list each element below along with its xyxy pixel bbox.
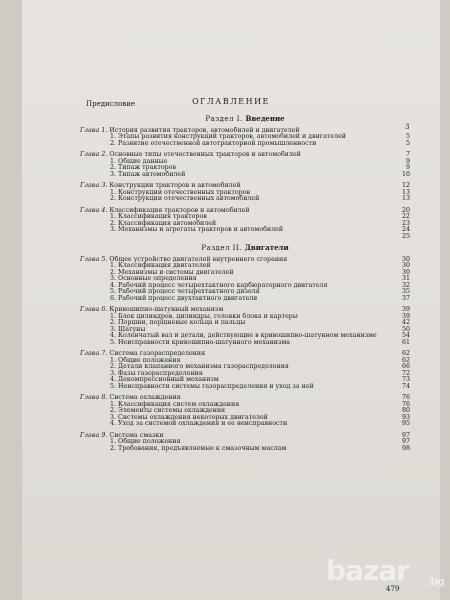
item-number: 1.: [110, 157, 117, 165]
item-page: 31: [401, 275, 410, 282]
item-page: 25: [401, 232, 410, 240]
item-number: 5.: [110, 288, 117, 295]
item-number: 3.: [110, 325, 117, 333]
item-page: 42: [401, 319, 410, 326]
item-title: Детали клапанного механизма газораспределения: [118, 363, 289, 370]
item-title: Развитие отечественной автотракторной промышленности: [118, 139, 317, 147]
item-number: 5.: [110, 382, 117, 390]
item-page: 54: [401, 332, 410, 339]
chapter-title: Система смазки: [109, 431, 164, 439]
item-title: Поршни, поршневые кольца и пальцы: [118, 319, 246, 326]
item-page: 50: [401, 325, 410, 333]
item-number: 2.: [110, 268, 117, 276]
watermark-text: bazar: [326, 554, 409, 587]
chapter-label: Глава 1.: [80, 126, 108, 134]
chapter-title: Система охлаждения: [109, 394, 181, 401]
chapter-page: 39: [401, 306, 410, 313]
toc-item: [80, 234, 410, 241]
item-number: 2.: [110, 219, 117, 227]
item-page: 95: [401, 420, 410, 427]
item-page: 74: [401, 382, 410, 390]
item-page: 5: [405, 139, 410, 147]
item-page: 37: [401, 294, 410, 302]
item-title: Этапы развития конструкций тракторов, автомобилей и двигателей: [118, 133, 346, 140]
item-title: Типаж тракторов: [118, 164, 177, 171]
item-page: 73: [401, 376, 410, 383]
item-number: 3.: [110, 275, 117, 282]
item-title: Уход за системой охлаждения и ее неисправности: [118, 420, 288, 427]
chapter-page: 20: [401, 206, 410, 214]
item-title: Классификация тракторов: [118, 213, 207, 220]
chapter-title: Основные типы отечественных тракторов и автомобилей: [109, 151, 301, 158]
item-title: Типаж автомобилей: [118, 170, 186, 178]
item-title: Требования, предъявляемые к смазочным маслам: [118, 444, 287, 452]
chapter-label: Глава 9.: [80, 431, 108, 439]
chapter-label: Глава 8.: [80, 394, 108, 401]
item-number: 4.: [110, 376, 117, 383]
item-page: 39: [401, 312, 410, 320]
chapter-page: 97: [401, 431, 410, 439]
item-title: Конструкции отечественных автомобилей: [118, 195, 260, 202]
section-prefix: Раздел II.: [201, 244, 242, 252]
item-title: Рабочий процесс четырехтактного дизеля: [118, 288, 260, 295]
item-number: 1.: [110, 312, 117, 320]
table-of-contents: [80, 98, 410, 457]
section-heading: [80, 245, 410, 252]
item-page: 13: [401, 188, 410, 196]
item-number: 2.: [110, 195, 117, 202]
chapter-label: Глава 6.: [80, 306, 108, 313]
item-title: Основные определения: [118, 275, 197, 282]
item-title: Блок цилиндров, цилиндры, головки блока и картеры: [118, 312, 298, 320]
item-number: 6.: [110, 294, 117, 302]
section-prefix: Раздел I.: [205, 115, 243, 123]
toc-item: [80, 421, 410, 428]
item-title: Механизмы и системы двигателей: [118, 268, 234, 276]
preface-page-number: 3: [405, 123, 410, 131]
page-title: ОГЛАВЛЕНИЕ: [192, 97, 270, 106]
item-title: Рабочий процесс четырехтактного карбюраторного двигателя: [118, 281, 328, 289]
item-number: 2.: [110, 363, 117, 370]
chapter-label: Глава 3.: [80, 182, 108, 189]
toc-item: [80, 446, 410, 453]
item-title: Неисправности системы газораспределения и уход за ней: [118, 382, 314, 390]
item-number: 1.: [110, 438, 117, 445]
item-number: 5.: [110, 338, 117, 346]
book-page: [22, 0, 440, 600]
item-page: 30: [401, 262, 410, 269]
item-number: 1.: [110, 400, 117, 408]
item-number: 1.: [110, 188, 117, 196]
item-title: Механизмы и агрегаты тракторов и автомобилей: [118, 226, 284, 233]
item-page: 66: [401, 363, 410, 370]
item-number: 1.: [110, 356, 117, 364]
item-title: Классификация систем охлаждения: [118, 400, 240, 408]
chapter-page: 30: [401, 255, 410, 263]
item-title: Конструкции отечественных тракторов: [118, 188, 250, 196]
item-page: 24: [401, 226, 410, 233]
item-title: Общие положения: [118, 356, 181, 364]
item-page: 72: [401, 369, 410, 377]
item-title: Элементы системы охлаждения: [118, 407, 226, 414]
section-name: Двигатели: [244, 243, 289, 252]
item-title: Шатуны: [118, 325, 146, 333]
item-title: Классификация двигателей: [118, 262, 211, 269]
item-page: 10: [401, 170, 410, 178]
watermark-domain: .bg: [427, 575, 444, 588]
chapter-label: Глава 4.: [80, 206, 108, 214]
item-page: 80: [401, 407, 410, 414]
item-number: 4.: [110, 332, 117, 339]
item-page: 22: [401, 213, 410, 220]
item-page: 62: [401, 356, 410, 364]
item-page: 32: [401, 281, 410, 289]
item-title: Декомпрессионный механизм: [118, 376, 219, 383]
chapter-title: Кривошипно-шатунный механизм: [109, 306, 224, 313]
item-page: 93: [401, 413, 410, 421]
item-title: Общие данные: [118, 157, 168, 165]
page-number: 479: [386, 585, 400, 593]
chapter-label: Глава 5.: [80, 255, 108, 263]
item-page: 9: [405, 164, 410, 171]
chapter-title: Общее устройство двигателей внутреннего сгорания: [109, 255, 288, 263]
item-title: Фазы газораспределения: [118, 369, 203, 377]
item-page: 76: [401, 400, 410, 408]
item-number: 2.: [110, 139, 117, 147]
item-number: 1.: [110, 213, 117, 220]
item-number: 2.: [110, 164, 117, 171]
chapter-title: Классификация тракторов и автомобилей: [109, 206, 250, 214]
item-number: 1.: [110, 262, 117, 269]
toc-item: [80, 340, 410, 347]
chapter-label: Глава 2.: [80, 151, 108, 158]
item-page: 61: [401, 338, 410, 346]
item-page: 5: [405, 133, 410, 140]
chapter-label: Глава 7.: [80, 350, 108, 357]
item-number: 2.: [110, 407, 117, 414]
item-number: 3.: [110, 170, 117, 178]
item-number: 2.: [110, 444, 117, 452]
item-page: 9: [405, 157, 410, 165]
chapter-title: Конструкции тракторов и автомобилей: [109, 182, 241, 189]
item-number: 3.: [110, 369, 117, 377]
item-page: 35: [401, 288, 410, 295]
chapter-page: 12: [401, 182, 410, 189]
item-title: Неисправности кривошипно-шатунного механизма: [118, 338, 291, 346]
section-heading: [80, 116, 410, 123]
item-page: 23: [401, 219, 410, 227]
item-number: 3.: [110, 226, 117, 233]
chapter-title: Система газораспределения: [109, 350, 206, 357]
toc-item: [80, 141, 410, 148]
item-number: 2.: [110, 319, 117, 326]
toc-item: [80, 172, 410, 179]
chapter-page: 62: [401, 350, 410, 357]
preface-entry: Предисловие: [86, 100, 136, 108]
item-page: 13: [401, 195, 410, 202]
item-number: 4.: [110, 281, 117, 289]
chapter-title: История развития тракторов, автомобилей и двигателей: [109, 126, 300, 134]
item-title: Системы охлаждения некоторых двигателей: [118, 413, 268, 421]
chapter-page: 7: [405, 151, 410, 158]
section-name: Введение: [245, 114, 285, 123]
item-title: Классификация автомобилей: [118, 219, 217, 227]
item-title: Коленчатый вал и детали, действующие в кривошипно-шатунном механизме: [118, 332, 377, 339]
item-title: Общие положения: [118, 438, 181, 445]
item-page: 30: [401, 268, 410, 276]
chapter-page: 76: [401, 394, 410, 401]
toc-item: [80, 384, 410, 391]
item-page: 97: [401, 438, 410, 445]
item-number: 3.: [110, 413, 117, 421]
item-number: 4.: [110, 420, 117, 427]
toc-item: [80, 296, 410, 303]
bazar-watermark-logo: [326, 554, 444, 586]
item-number: 1.: [110, 133, 117, 140]
toc-item: [80, 196, 410, 203]
item-title: Рабочий процесс двухтактного двигателя: [118, 294, 258, 302]
item-page: 98: [401, 444, 410, 452]
